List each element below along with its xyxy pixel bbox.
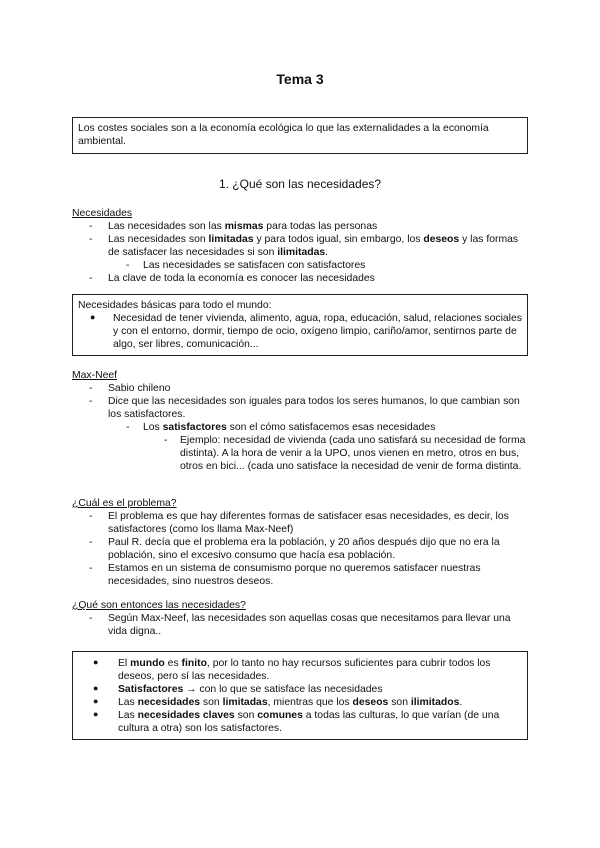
bullet-marker: ● — [90, 312, 96, 322]
dash-marker: - — [89, 511, 93, 522]
bold-text: limitadas — [208, 234, 254, 245]
text: son — [234, 710, 258, 721]
bold-text: limitadas — [222, 697, 268, 708]
text: El — [118, 658, 131, 669]
basic-needs-title: Necesidades básicas para todo el mundo: — [78, 300, 272, 311]
maxneef-section — [72, 369, 532, 473]
entonces-title: ¿Qué son entonces las necesidades? — [72, 600, 246, 611]
bullet-item — [78, 312, 522, 351]
text: Paul R. decía que el problema era la población, y 20 años después dijo que no era la población, sino el excesivo consumo que hacía esa población. — [108, 537, 500, 561]
sub-list-item — [72, 259, 532, 272]
list-item — [72, 382, 532, 395]
bold-text: satisfactores — [162, 422, 227, 433]
bullet-item — [78, 683, 522, 696]
bullet-marker: ● — [93, 683, 99, 693]
text: Estamos en un sistema de consumismo porque no queremos satisfacer nuestras necesidades, sino nuestros deseos. — [108, 563, 481, 587]
list-item — [72, 536, 532, 562]
text: , mientras que los — [267, 697, 353, 708]
bold-text: ilimitadas — [277, 247, 326, 258]
text: es — [164, 658, 182, 669]
dash-marker: - — [89, 221, 93, 232]
text: , por lo tanto no hay recursos suficientes para cubrir todos los deseos, pero sí las necesidades. — [118, 658, 491, 682]
bullet-marker: ● — [93, 696, 99, 706]
text: Los — [143, 422, 163, 433]
maxneef-title: Max-Neef — [72, 370, 118, 381]
section-heading: 1. ¿Qué son las necesidades? — [218, 177, 382, 191]
text: Las — [118, 710, 138, 721]
bullet-item — [78, 696, 522, 709]
bold-text: deseos — [352, 697, 389, 708]
dash-marker: - — [89, 537, 93, 548]
text: Las necesidades son las — [108, 221, 225, 232]
dash-marker: - — [89, 273, 93, 284]
basic-needs-box — [72, 294, 528, 356]
bullet-marker: ● — [93, 709, 99, 719]
dash-marker: - — [126, 260, 130, 271]
entonces-section — [72, 599, 532, 638]
text: → con lo que se satisface las necesidades — [183, 684, 383, 695]
text: Ejemplo: necesidad de vivienda (cada uno satisfará su necesidad de forma distinta). A la hora de venir a la UPO, unos vienen en metro, otros en bus, otros en bici... (cada uno satisface la necesidad de venir de forma distinta. — [180, 435, 526, 472]
summary-box — [72, 651, 528, 740]
text: Las necesidades son — [108, 234, 209, 245]
sub-list-item — [72, 421, 532, 434]
text: Según Max-Neef, las necesidades son aquellas cosas que necesitamos para llevar una vida digna.. — [108, 613, 511, 637]
text: El problema es que hay diferentes formas de satisfacer esas necesidades, es decir, los satisfactores (como los llama Max-Neef) — [108, 511, 509, 535]
text: y las formas de satisfacer las necesidades si son — [108, 234, 519, 258]
text: y para todos igual, sin embargo, los — [253, 234, 424, 245]
text: a todas las culturas, lo que varían (de una cultura a otra) son los satisfactores. — [118, 710, 500, 734]
page-title: Tema 3 — [276, 71, 324, 87]
text: Sabio chileno — [108, 383, 171, 394]
text: son el cómo satisfacemos esas necesidades — [226, 422, 436, 433]
list-item — [72, 562, 532, 588]
problema-section — [72, 497, 532, 588]
intro-text: Los costes sociales son a la economía ecológica lo que las externalidades a la economía ambiental. — [78, 123, 489, 147]
bold-text: comunes — [257, 710, 303, 721]
bold-text: finito — [181, 658, 207, 669]
bold-text: mundo — [130, 658, 165, 669]
dash-marker: - — [89, 234, 93, 245]
dash-marker: - — [89, 613, 93, 624]
bold-text: ilimitados — [410, 697, 460, 708]
dash-marker: - — [89, 383, 93, 394]
dash-marker: - — [89, 563, 93, 574]
list-item — [72, 272, 532, 285]
text: Necesidad de tener vivienda, alimento, agua, ropa, educación, salud, relaciones sociales y con el entorno, dormir, tiempo de ocio, oxígeno limpio, cariño/amor, sentirnos parte de algo, ser libres, comunicación... — [113, 313, 522, 350]
text: . — [325, 247, 329, 258]
dash-marker: - — [126, 422, 130, 433]
text: Las — [118, 697, 138, 708]
intro-box — [72, 117, 528, 154]
bold-text: deseos — [423, 234, 460, 245]
bold-text: necesidades claves — [137, 710, 235, 721]
necesidades-title: Necesidades — [72, 208, 133, 219]
list-item — [72, 612, 532, 638]
necesidades-section — [72, 207, 532, 285]
text: Las necesidades se satisfacen con satisfactores — [143, 260, 366, 271]
bullet-marker: ● — [93, 657, 99, 667]
dash-marker: - — [89, 396, 93, 407]
bullet-item — [78, 709, 522, 735]
bold-text: necesidades — [137, 697, 201, 708]
text: La clave de toda la economía es conocer las necesidades — [108, 273, 375, 284]
list-item — [72, 220, 532, 233]
text: . — [459, 697, 463, 708]
list-item — [72, 233, 532, 259]
bullet-item — [78, 657, 522, 683]
text: son — [388, 697, 411, 708]
dash-marker: - — [164, 435, 168, 446]
list-item — [72, 510, 532, 536]
list-item — [72, 395, 532, 421]
sub-sub-list-item — [72, 434, 532, 473]
text: son — [200, 697, 223, 708]
bold-text: mismas — [224, 221, 264, 232]
problema-title: ¿Cuál es el problema? — [72, 498, 177, 509]
text: para todas las personas — [263, 221, 378, 232]
bold-text: Satisfactores — [118, 684, 184, 695]
text: Dice que las necesidades son iguales para todos los seres humanos, lo que cambian son los satisfactores. — [108, 396, 520, 420]
